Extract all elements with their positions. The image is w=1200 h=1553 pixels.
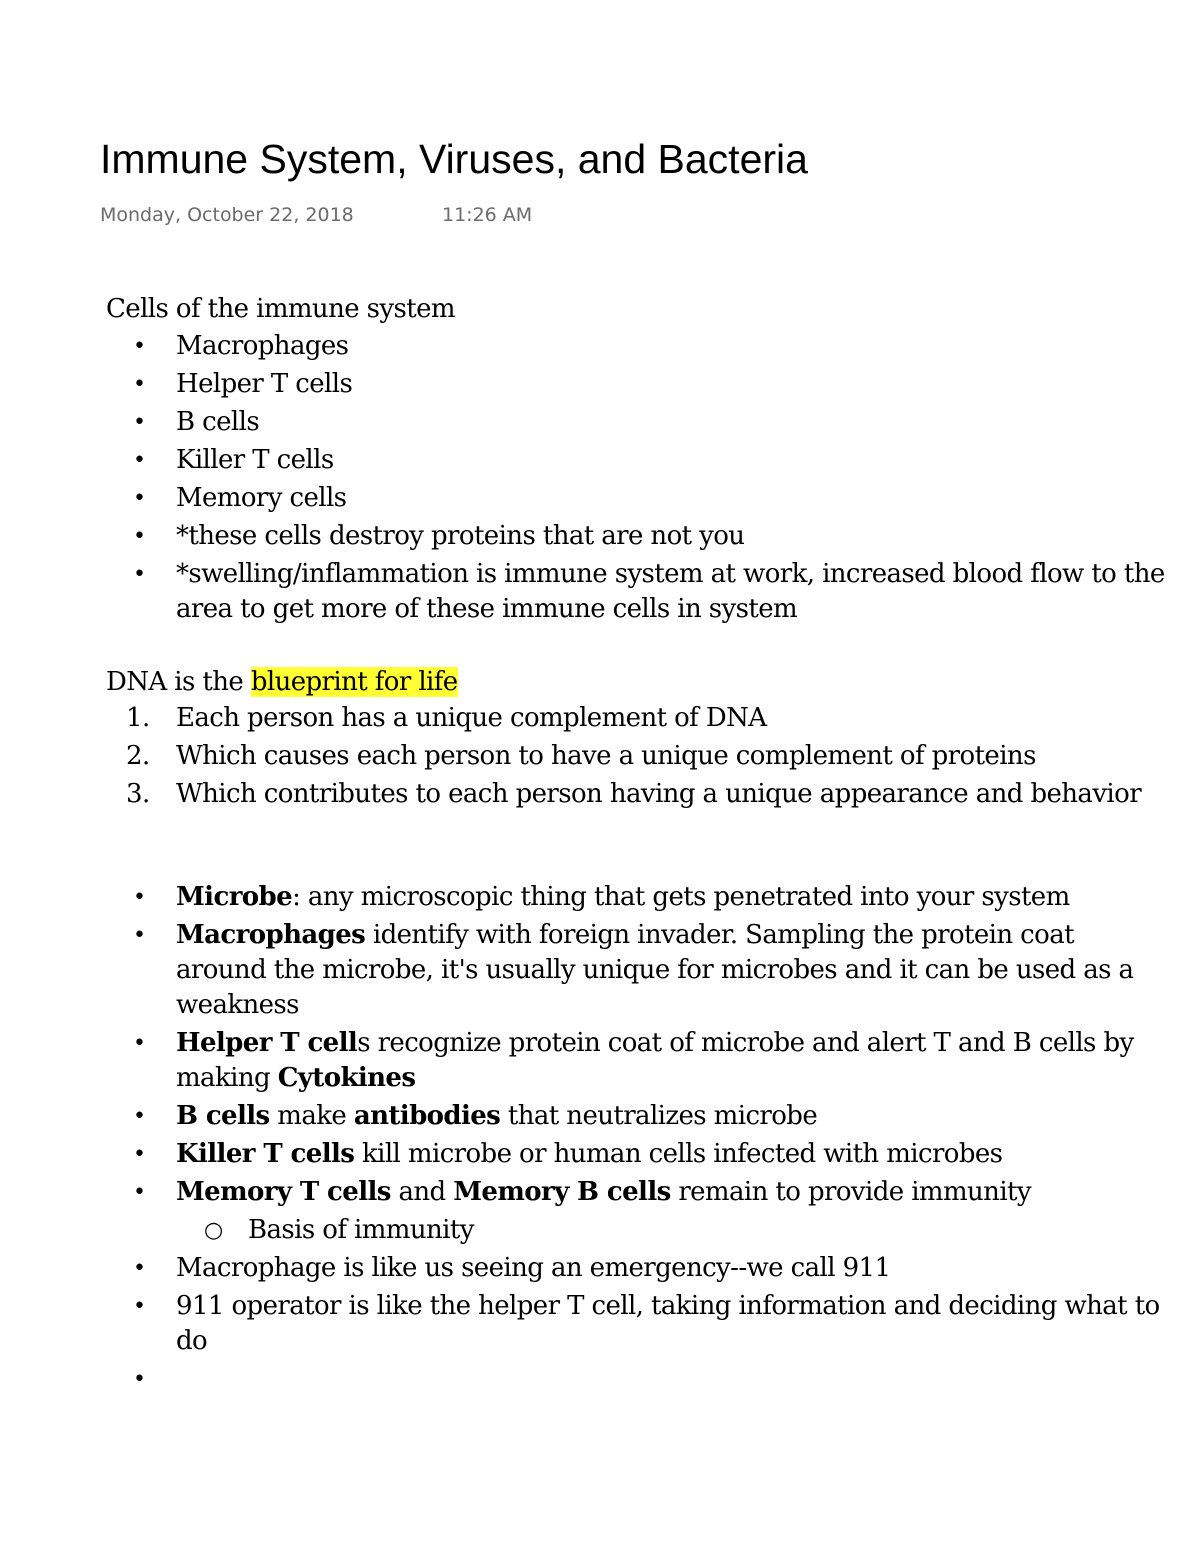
list-item — [0, 1026, 1166, 1096]
list-item — [0, 918, 1166, 1023]
list-item — [0, 519, 1166, 554]
page-date: Monday, October 22, 2018 — [100, 204, 354, 226]
dna-numbered-list — [0, 701, 1166, 815]
bullet-marker: • — [133, 1031, 146, 1056]
immune-response-list — [0, 880, 1166, 1400]
bullet-marker: • — [133, 562, 146, 587]
number-marker: 2. — [126, 741, 150, 771]
list-item-text: 911 operator is like the helper T cell, taking information and deciding what to do — [176, 1291, 1160, 1356]
bullet-marker: • — [133, 1256, 146, 1281]
term-b-cells: B cells — [176, 1101, 270, 1131]
bullet-marker: • — [133, 885, 146, 910]
term-killer-t-cells: Killer T cells — [176, 1139, 355, 1169]
term-helper-t-cell: Helper T cell — [176, 1028, 358, 1058]
numbered-item — [0, 701, 1166, 736]
term-cytokines: Cytokines — [277, 1063, 416, 1093]
definition-text: remain to provide immunity — [670, 1177, 1031, 1207]
definition-text: that neutralizes microbe — [500, 1101, 818, 1131]
list-item-text: Macrophage is like us seeing an emergency--we call 911 — [176, 1253, 891, 1283]
list-item — [0, 557, 1166, 627]
sub-list-item — [0, 1213, 1148, 1248]
term-macrophages: Macrophages — [176, 920, 366, 950]
highlighted-text: blueprint for life — [250, 667, 458, 697]
list-item — [0, 1137, 1166, 1172]
list-item-text: Macrophages — [176, 331, 349, 361]
term-antibodies: antibodies — [353, 1101, 501, 1131]
bullet-marker: • — [133, 486, 146, 511]
list-item — [0, 880, 1166, 915]
definition-text: and — [390, 1177, 454, 1207]
definition-text: : any microscopic thing that gets penetrated into your system — [292, 882, 1070, 912]
list-item — [0, 1099, 1166, 1134]
list-item-text: B cells — [176, 407, 260, 437]
list-item-text: Helper T cells — [176, 369, 353, 399]
definition-text: identify with foreign invader. Sampling the protein coat around the microbe, it's usually unique for microbes and it can be used as a weakness — [176, 920, 1134, 1020]
bullet-marker: • — [133, 448, 146, 473]
numbered-item — [0, 777, 1166, 812]
term-memory-t-cells: Memory T cells — [176, 1177, 391, 1207]
bullet-marker: • — [133, 1367, 146, 1392]
immune-cells-list — [0, 329, 1166, 630]
list-item — [0, 367, 1166, 402]
bullet-marker: • — [133, 524, 146, 549]
list-item-text: Memory cells — [176, 483, 347, 513]
bullet-marker: • — [133, 1142, 146, 1167]
list-item — [0, 405, 1166, 440]
number-marker: 1. — [126, 703, 150, 733]
section-heading-immune-cells: Cells of the immune system — [106, 294, 455, 324]
definition-text: s recognize protein coat of microbe and alert T and B cells by making — [176, 1028, 1134, 1093]
bullet-marker: • — [133, 372, 146, 397]
sub-item-text: Basis of immunity — [248, 1215, 474, 1245]
numbered-item-text: Each person has a unique complement of DNA — [176, 703, 767, 733]
bullet-marker: • — [133, 1180, 146, 1205]
list-item — [0, 329, 1166, 364]
page-time: 11:26 AM — [442, 204, 533, 226]
list-item — [0, 1251, 1166, 1286]
numbered-item — [0, 739, 1166, 774]
list-item — [0, 1289, 1166, 1359]
definition-text: kill microbe or human cells infected with microbes — [354, 1139, 1003, 1169]
term-memory-b-cells: Memory B cells — [453, 1177, 671, 1207]
bullet-marker: • — [133, 923, 146, 948]
sub-bullet-marker: ○ — [204, 1218, 223, 1243]
section-heading-dna — [106, 665, 458, 700]
list-item-text: Killer T cells — [176, 445, 334, 475]
dna-heading-text: DNA is the — [106, 667, 251, 697]
list-item — [0, 1175, 1166, 1210]
bullet-marker: • — [133, 334, 146, 359]
bullet-marker: • — [133, 410, 146, 435]
definition-text: make — [269, 1101, 354, 1131]
numbered-item-text: Which causes each person to have a unique complement of proteins — [176, 741, 1036, 771]
numbered-item-text: Which contributes to each person having a unique appearance and behavior — [176, 779, 1142, 809]
list-item-text: *swelling/inflammation is immune system at work, increased blood flow to the area to get more of these immune cells in system — [176, 559, 1165, 624]
term-microbe: Microbe — [176, 882, 293, 912]
page-title: Immune System, Viruses, and Bacteria — [100, 136, 808, 182]
bullet-marker: • — [133, 1294, 146, 1319]
list-item — [0, 481, 1166, 516]
number-marker: 3. — [126, 779, 150, 809]
bullet-marker: • — [133, 1104, 146, 1129]
list-item-empty — [0, 1362, 1166, 1397]
list-item-text: *these cells destroy proteins that are not you — [176, 521, 745, 551]
list-item — [0, 443, 1166, 478]
